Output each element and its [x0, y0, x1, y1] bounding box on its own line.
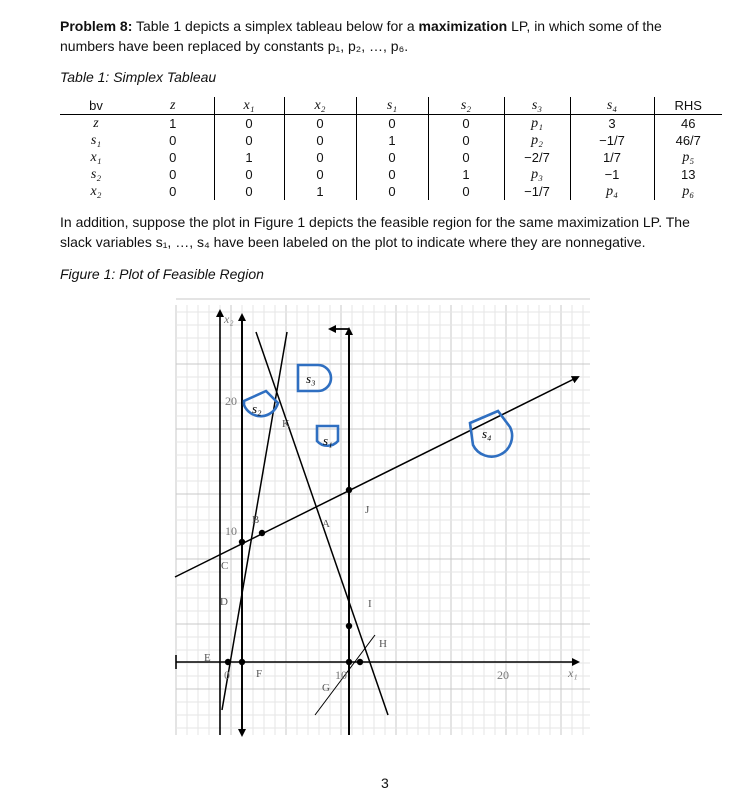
slack-label: s₄	[482, 426, 492, 441]
point-label: I	[368, 598, 372, 610]
plot-svg	[170, 295, 610, 745]
slack-markers	[244, 365, 512, 457]
point-label: A	[322, 518, 330, 530]
point-label: D	[220, 596, 228, 608]
point-label: F	[256, 668, 263, 680]
slack-labels	[252, 371, 492, 448]
table-caption: Table 1: Simplex Tableau	[60, 69, 217, 85]
header-cell: s₁	[356, 97, 428, 115]
header-cell: s₂	[428, 97, 504, 115]
problem-line-2: numbers have been replaced by constants p₁, p₂, …, p₆.	[60, 38, 409, 54]
point-label: G	[322, 682, 330, 694]
page-number: 3	[381, 775, 389, 791]
header-cell: x₂	[284, 97, 356, 115]
slack-label: s₃	[306, 371, 316, 386]
header-cell: x₁	[214, 97, 284, 115]
slack-label: s₂	[252, 401, 262, 416]
header-cell: s₄	[570, 97, 654, 115]
header-cell: z	[132, 97, 214, 115]
slack-label: s₁	[323, 433, 333, 448]
feasible-region-plot	[170, 295, 610, 750]
point-label: E	[204, 652, 211, 664]
point-label: J	[365, 504, 370, 516]
point-label: H	[379, 638, 387, 650]
axis-label-y: x₂	[224, 312, 234, 326]
tableau-row: s₁ 0 0 0 1 0 p₂ −1/7 46/7	[60, 132, 722, 149]
tableau-row: x₂ 0 0 1 0 0 −1/7 p₄ p₆	[60, 183, 722, 200]
paragraph-line-1: In addition, suppose the plot in Figure 1 depicts the feasible region for the same maximization LP. The	[60, 214, 690, 230]
point-label: K	[282, 418, 290, 430]
axis-label-x: x₁	[568, 666, 578, 680]
tick-label: 10	[335, 668, 347, 682]
point-label: B	[252, 514, 260, 526]
header-cell: RHS	[654, 97, 722, 115]
tick-label: 20	[497, 668, 509, 682]
paragraph-line-2: slack variables s₁, …, s₄ have been labeled on the plot to indicate where they are nonnegative.	[60, 234, 646, 250]
problem-bold-word: maximization	[418, 18, 508, 34]
axis-text	[223, 312, 578, 682]
header-cell: bv	[60, 97, 132, 115]
tableau-header-row	[60, 97, 722, 115]
tableau-row: z 1 0 0 0 0 p₁ 3 46	[60, 115, 722, 133]
tick-label: 20	[225, 394, 237, 408]
problem-line-1: Problem 8: Table 1 depicts a simplex tableau below for a maximization LP, in which some of the	[60, 18, 662, 34]
header-cell: s₃	[504, 97, 570, 115]
tick-label: 0	[224, 668, 230, 682]
grid	[176, 299, 590, 735]
tick-label: 10	[225, 524, 237, 538]
tableau-row: s₂ 0 0 0 0 1 p₃ −1 13	[60, 166, 722, 183]
point-label: C	[221, 560, 229, 572]
tableau-row: x₁ 0 1 0 0 0 −2/7 1/7 p₅	[60, 149, 722, 166]
figure-caption: Figure 1: Plot of Feasible Region	[60, 266, 264, 282]
problem-label: Problem 8:	[60, 18, 133, 34]
simplex-tableau	[60, 97, 722, 200]
